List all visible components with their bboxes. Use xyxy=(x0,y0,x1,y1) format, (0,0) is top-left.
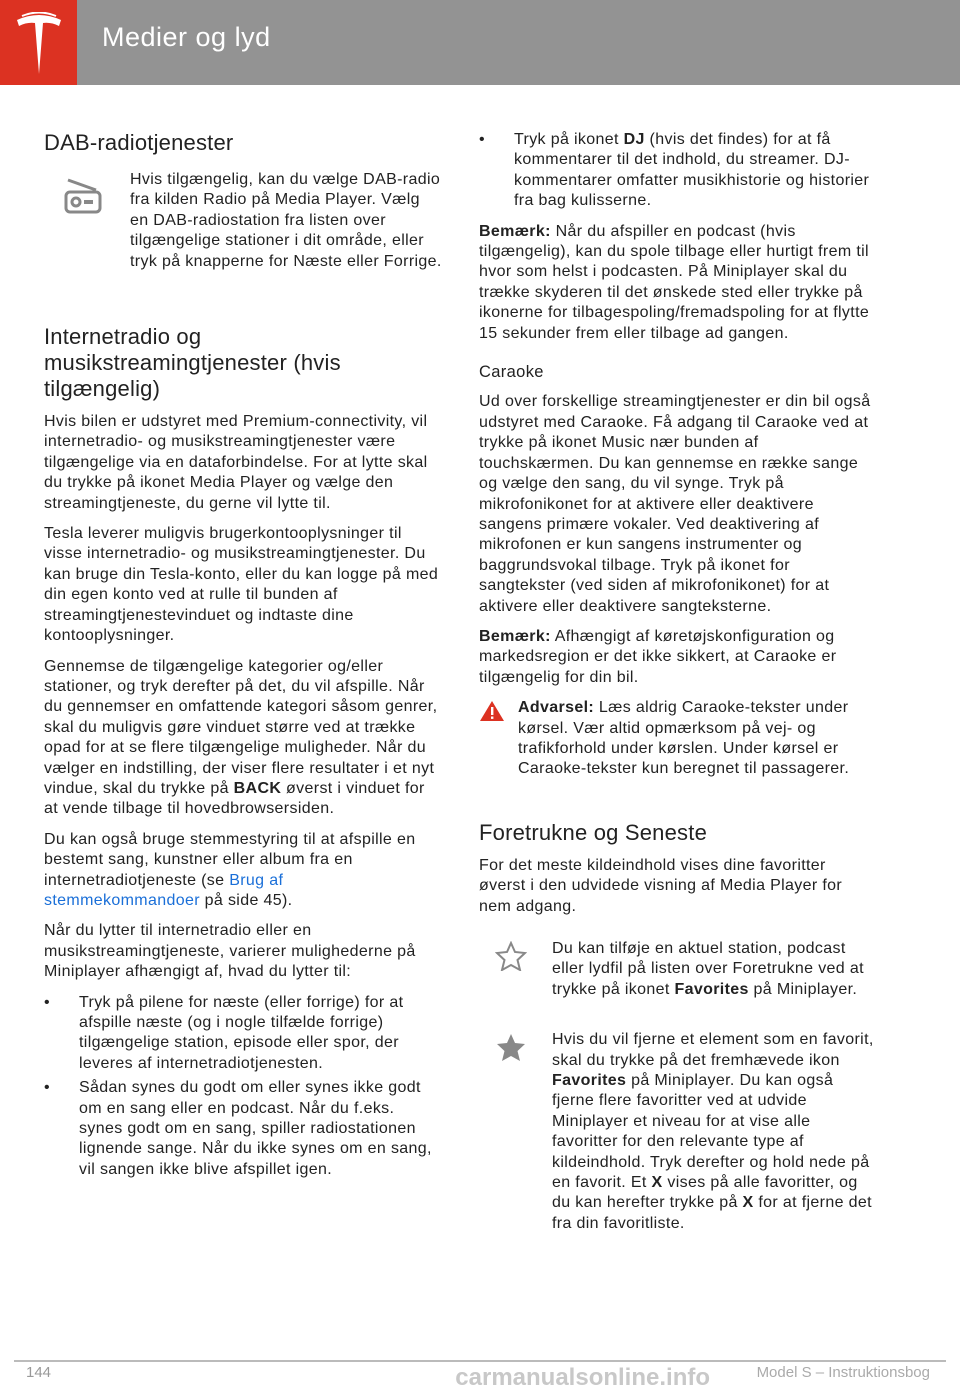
heading-favorites: Foretrukne og Seneste xyxy=(479,819,708,845)
note xyxy=(479,222,875,344)
paragraph xyxy=(44,830,442,912)
text xyxy=(552,1030,875,1234)
right-column xyxy=(479,130,875,1264)
text: Når du afspiller en podcast (hvis tilgængelig), kan du spole tilbage eller hurtigt frem til hvor som helst i podcasten. På Miniplayer skal du trække skyderen til det ønskede sted eller trykke på ikonerne for tilbagespoling/fremadspoling for at flytte 15 sekunder frem eller tilbage ad gangen. xyxy=(479,222,870,342)
page-header xyxy=(0,0,960,85)
dab-text: Hvis tilgængelig, kan du vælge DAB-radio fra kilden Radio på Media Player. Vælg en DAB-radiostation fra listen over tilgængelige stationer i dit område, eller tryk på knapperne for Næste eller Forrige. xyxy=(130,171,442,270)
favorites-label: Favorites xyxy=(552,1072,627,1090)
left-column xyxy=(44,130,442,1190)
heading-caraoke: Caraoke xyxy=(479,363,544,382)
radio-icon xyxy=(44,170,130,282)
text: Hvis du vil fjerne et element som en favorit, skal du trykke på det fremhævede ikon xyxy=(552,1031,874,1069)
list-item: • Sådan synes du godt om eller synes ikke godt om en sang eller en podcast. Når du f.eks. synes godt om en sang, spiller radiostationen lignende sange. Når du ikke synes om en sang, vil sangen ikke blive afspillet igen. xyxy=(44,1078,442,1180)
paragraph xyxy=(44,657,442,820)
heading-dab: DAB-radiotjenester xyxy=(44,130,234,155)
voice-commands-link[interactable]: Brug af stemmekommandoer xyxy=(44,871,284,909)
bullet-list xyxy=(479,130,875,212)
paragraph: For det meste kildeindhold vises dine favoritter øverst i den udvidede visning af Media Player for nem adgang. xyxy=(479,856,843,915)
favorite-remove xyxy=(479,1030,875,1244)
text: Du kan tilføje en aktuel station, podcast eller lydfil på listen over Foretrukne ved at trykke på ikonet xyxy=(552,940,864,998)
text: Du kan også bruge stemmestyring til at afspille en bestemt sang, kunstner eller album fra en internetradiotjeneste (se xyxy=(44,830,416,889)
note xyxy=(479,627,875,688)
list-item xyxy=(479,130,875,212)
paragraph: Ud over forskellige streamingtjenester er din bil også udstyret med Caraoke. Få adgang til Caraoke ved at trykke på ikonet Music nær bunden af touchskærmen. Du kan gennemse en række sange og vælge den sang, du vil synge. Tryk på mikrofonikonet for at aktivere eller deaktivere sangens primære vokaler. Ved deaktivering af mikrofonen er kun sangens instrumenter og baggrundsvokal tilbage. Tryk på ikonet for sangtekster (ved siden af mikrofonikonet) for at aktivere eller deaktivere sangteksterne. xyxy=(479,393,871,615)
text: på side 45). xyxy=(199,891,293,909)
text: på Miniplayer. xyxy=(748,980,858,998)
x-label: X xyxy=(742,1194,754,1212)
text: øverst i vinduet for at vende tilbage til hovedbrowsersiden. xyxy=(44,779,425,818)
back-label: BACK xyxy=(233,779,282,797)
text: (hvis det findes) for at få kommentarer til det indhold, du streamer. DJ-kommentarer omfatter musikhistorie og historier fra bag kulisserne. xyxy=(514,131,870,210)
dab-info xyxy=(44,170,442,282)
heading-internetradio: Internetradio og musikstreamingtjenester (hvis tilgængelig) xyxy=(44,324,341,402)
warning-label: Advarsel: xyxy=(518,699,595,717)
warning xyxy=(479,698,875,790)
tesla-logo xyxy=(0,0,77,85)
warning-icon xyxy=(479,698,518,790)
star-filled-icon xyxy=(479,1030,552,1244)
text: for at fjerne det fra din favoritliste. xyxy=(552,1194,872,1232)
paragraph: Hvis bilen er udstyret med Premium-connectivity, vil internetradio- og musikstreamingtjenester være tilgængelige via en dataforbindelse. For at lytte skal du trykke på ikonet Media Player og vælge den streamingtjeneste, du gerne vil lytte til. xyxy=(44,413,428,512)
favorites-label: Favorites xyxy=(674,980,749,998)
dj-label: DJ xyxy=(623,131,645,148)
book-title: Model S – Instruktionsbog xyxy=(756,1364,930,1381)
paragraph: Når du lytter til internetradio eller en musikstreamingtjeneste, varierer mulighederne på Miniplayer afhængigt af, hvad du lytter til: xyxy=(44,922,416,981)
list-item: • Tryk på pilene for næste (eller forrige) for at afspille næste (og i nogle tilfælde forrige) tilgængelige station, episode eller spor, der leveres af internetradiotjenesten. xyxy=(44,993,442,1075)
favorite-add xyxy=(479,939,875,1010)
text: Afhængigt af køretøjskonfiguration og markedsregion er det ikke sikkert, at Caraoke er tilgængelig for din bil. xyxy=(479,627,837,686)
text: Læs aldrig Caraoke-tekster under kørsel. Vær altid opmærksom på vej- og trafikforhold under kørslen. Under kørsel er Caraoke-tekster kun beregnet til passagerer. xyxy=(518,699,850,778)
text: Tryk på ikonet xyxy=(514,131,624,148)
section-title: Medier og lyd xyxy=(102,22,271,52)
note-label: Bemærk: xyxy=(479,222,551,240)
page-number: 144 xyxy=(26,1364,52,1381)
watermark: carmanualsonline.info xyxy=(455,1364,710,1391)
bullet-list xyxy=(44,993,442,1181)
text: på Miniplayer. Du kan også fjerne flere favoritter ved at udvide Miniplayer et niveau for at vise alle favoritter for den relevante type af kildeindhold. Tryk derefter og hold nede på en favorit. Et xyxy=(552,1072,870,1192)
footer-divider xyxy=(14,1360,946,1362)
x-label: X xyxy=(651,1174,663,1192)
text: Gennemse de tilgængelige kategorier og/eller stationer, og tryk derefter på det, du vil afspille. Når du gennemser en omfattende kategori såsom genrer, skal du muligvis gøre vinduet større ved at trække opad for at se flere tilgængelige muligheder. Når du vælger en indstilling, der viser flere resultater i et nyt vindue, skal du trykke på xyxy=(44,657,438,797)
paragraph: Tesla leverer muligvis brugerkontooplysninger til visse internetradio- og musikstreamingtjenester. Du kan bruge din Tesla-konto, eller du kan logge på med din egen konto ved at rulle til bunden af streamingtjenestevinduet og indtaste dine kontooplysninger. xyxy=(44,525,439,645)
note-label: Bemærk: xyxy=(479,627,551,645)
star-outline-icon xyxy=(479,939,552,1010)
text: vises på alle favoritter, og du kan herefter trykke på xyxy=(552,1174,858,1212)
text xyxy=(552,939,875,1000)
warning-text xyxy=(518,698,875,780)
